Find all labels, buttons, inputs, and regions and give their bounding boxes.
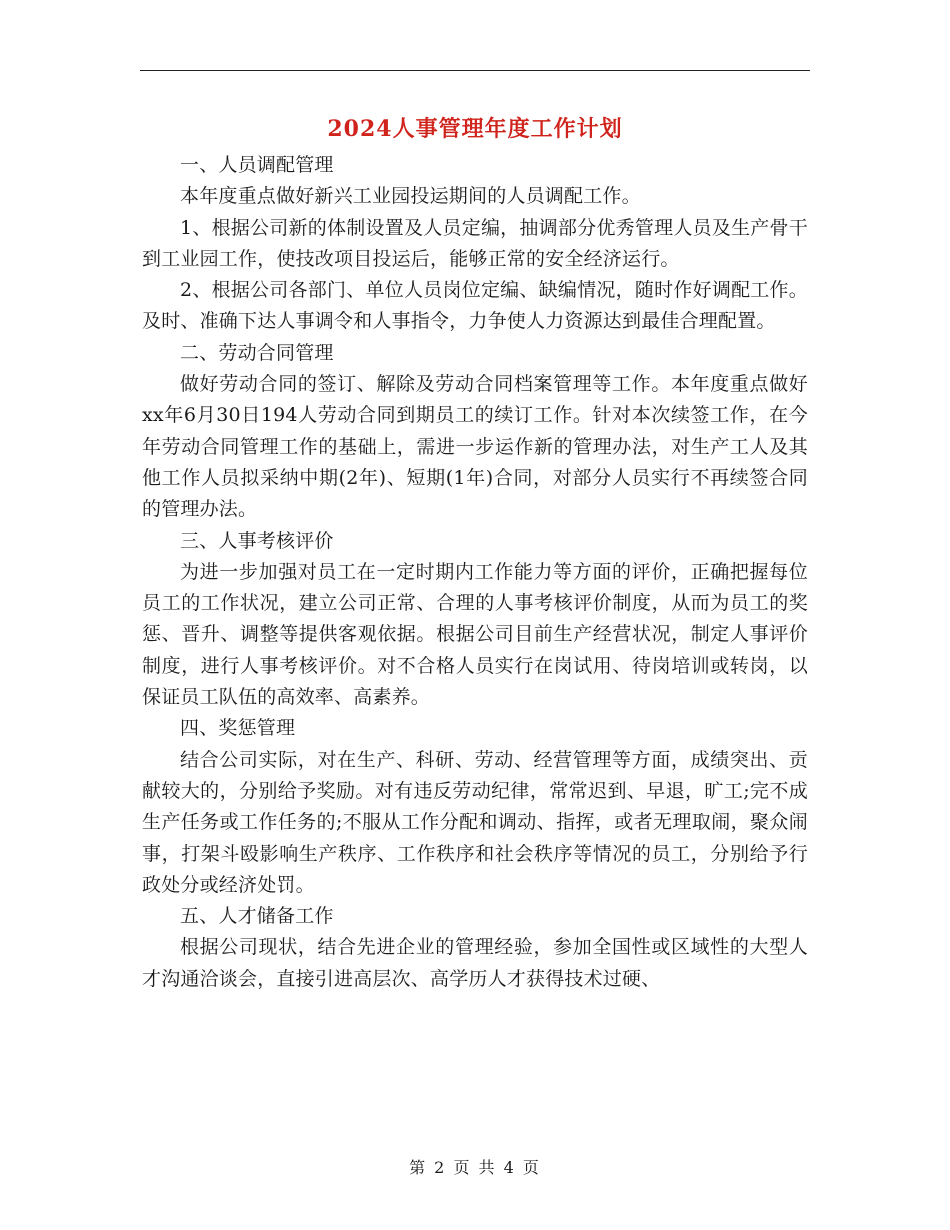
paragraph: 根据公司现状，结合先进企业的管理经验，参加全国性或区域性的大型人才沟通洽谈会，直接引进高层次、高学历人才获得技术过硬、: [142, 936, 808, 990]
paragraph: 做好劳动合同的签订、解除及劳动合同档案管理等工作。本年度重点做好xx年6月30日194人劳动合同到期员工的续订工作。针对本次续签工作，在今年劳动合同管理工作的基础上，需进一步运作新的管理办法，对生产工人及其他工作人员拟采纳中期(2年)、短期(1年)合同，对部分人员实行不再续签合同的管理办法。: [142, 373, 808, 521]
page-number-footer: 第 2 页 共 4 页: [409, 1158, 541, 1177]
header-rule: [140, 70, 810, 71]
section-heading-2: 二、劳动合同管理: [180, 341, 334, 364]
section-heading-3: 三、人事考核评价: [180, 529, 334, 552]
document-body: [142, 150, 808, 995]
paragraph: 结合公司实际，对在生产、科研、劳动、经营管理等方面，成绩突出、贡献较大的，分别给予奖励。对有违反劳动纪律，常常迟到、早退，旷工;完不成生产任务或工作任务的;不服从工作分配和调动、指挥，或者无理取闹，聚众闹事，打架斗殴影响生产秩序、工作秩序和社会秩序等情况的员工，分别给予行政处分或经济处罚。: [142, 748, 808, 896]
section-heading-4: 四、奖惩管理: [180, 717, 296, 740]
paragraph: 为进一步加强对员工在一定时期内工作能力等方面的评价，正确把握每位员工的工作状况，建立公司正常、合理的人事考核评价制度，从而为员工的奖惩、晋升、调整等提供客观依据。根据公司目前生产经营状况，制定人事评价制度，进行人事考核评价。对不合格人员实行在岗试用、待岗培训或转岗，以保证员工队伍的高效率、高素养。: [142, 560, 808, 709]
section-heading-5: 五、人才储备工作: [180, 905, 334, 928]
paragraph: 2、根据公司各部门、单位人员岗位定编、缺编情况，随时作好调配工作。及时、准确下达人事调令和人事指令，力争使人力资源达到最佳合理配置。: [142, 279, 808, 333]
section-heading-1: 一、人员调配管理: [180, 154, 334, 176]
document-title: 2024人事管理年度工作计划: [327, 116, 623, 142]
paragraph: 1、根据公司新的体制设置及人员定编，抽调部分优秀管理人员及生产骨干到工业园工作，使技改项目投运后，能够正常的安全经济运行。: [142, 216, 808, 270]
paragraph: 本年度重点做好新兴工业园投运期间的人员调配工作。: [180, 185, 641, 208]
